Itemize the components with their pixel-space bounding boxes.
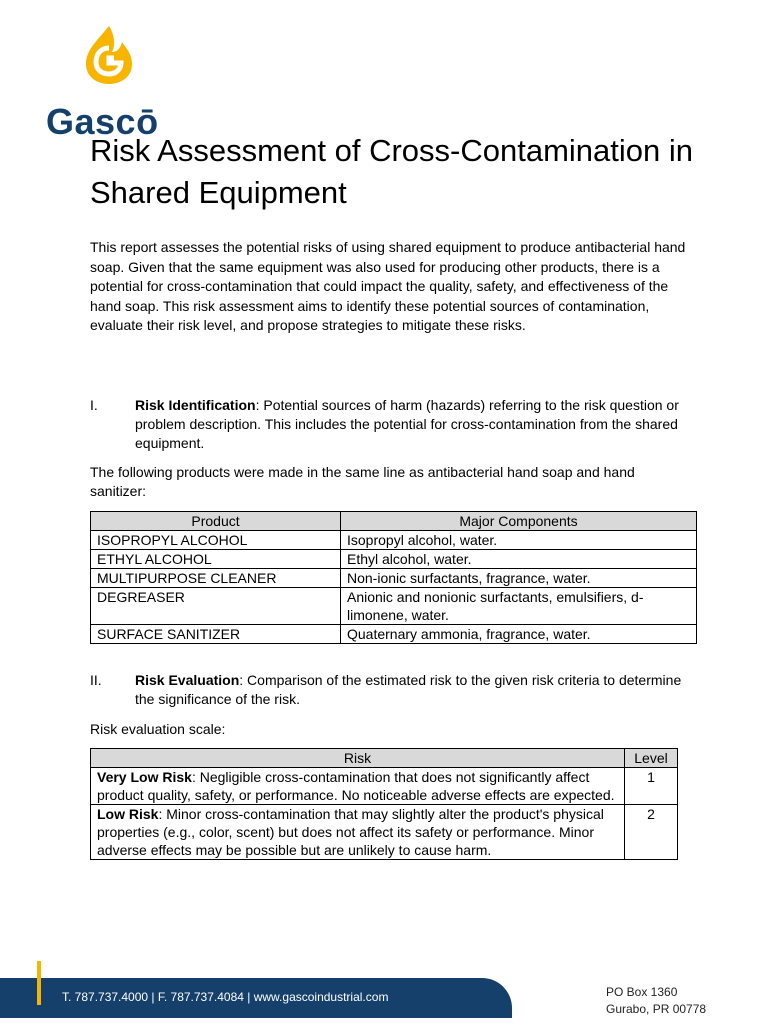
section-heading: Risk Identification <box>135 397 256 413</box>
risk-cell <box>91 805 625 860</box>
risk-cell <box>91 768 625 805</box>
section-heading: Risk Evaluation <box>135 672 240 688</box>
column-header: Risk <box>91 749 625 768</box>
address-line: PO Box 1360 <box>606 985 678 999</box>
components-cell: Anionic and nonionic surfactants, emulsifiers, d-limonene, water. <box>341 588 697 625</box>
product-cell: MULTIPURPOSE CLEANER <box>91 569 341 588</box>
table-row <box>91 768 678 805</box>
intro-paragraph: This report assesses the potential risks of using shared equipment to produce antibacterial hand soap. Given that the same equipment was also used for producing other products, there is a potential for cross-contamination that could impact the quality, safety, and effectiveness of the hand soap. This risk assessment aims to identify these potential sources of contamination, evaluate their risk level, and propose strategies to mitigate these risks. <box>90 239 686 333</box>
table-header-row <box>91 512 697 531</box>
section-number: I. <box>90 397 98 413</box>
risk-name: Low Risk <box>97 806 159 822</box>
products-intro: The following products were made in the same line as antibacterial hand soap and hand sanitizer: <box>90 464 635 499</box>
level-cell: 1 <box>625 768 678 805</box>
table-row <box>91 625 697 644</box>
company-logo-text: Gascō <box>46 101 159 142</box>
section-risk-evaluation <box>90 671 690 709</box>
product-cell: DEGREASER <box>91 588 341 625</box>
company-logo <box>46 24 172 142</box>
risk-description: : Negligible cross-contamination that does not significantly affect product quality, safety, or performance. No noticeable adverse effects are expected. <box>97 769 615 803</box>
products-table <box>90 511 697 644</box>
section-number: II. <box>90 672 102 688</box>
table-row <box>91 588 697 625</box>
level-cell: 2 <box>625 805 678 860</box>
table-header-row <box>91 749 678 768</box>
product-cell: ETHYL ALCOHOL <box>91 550 341 569</box>
risk-scale-table <box>90 748 678 860</box>
footer-accent-line <box>37 961 41 1005</box>
components-cell: Isopropyl alcohol, water. <box>341 531 697 550</box>
table-row <box>91 550 697 569</box>
table-row <box>91 531 697 550</box>
flame-logo-icon <box>78 24 140 86</box>
risk-name: Very Low Risk <box>97 769 192 785</box>
section-text: : Potential sources of harm (hazards) referring to the risk question or problem description. This includes the potential for cross-contamination from the shared equipment. <box>135 397 679 451</box>
column-header: Major Components <box>341 512 697 531</box>
scale-intro: Risk evaluation scale: <box>90 721 226 737</box>
risk-description: : Minor cross-contamination that may slightly alter the product's physical properties (e.g., color, scent) but does not affect its safety or performance. Minor adverse effects may be possible but are unlikely to cause harm. <box>97 806 604 858</box>
components-cell: Non-ionic surfactants, fragrance, water. <box>341 569 697 588</box>
column-header: Product <box>91 512 341 531</box>
components-cell: Quaternary ammonia, fragrance, water. <box>341 625 697 644</box>
components-cell: Ethyl alcohol, water. <box>341 550 697 569</box>
table-row <box>91 569 697 588</box>
product-cell: SURFACE SANITIZER <box>91 625 341 644</box>
footer-contact: T. 787.737.4000 | F. 787.737.4084 | www.gascoindustrial.com <box>62 990 389 1004</box>
product-cell: ISOPROPYL ALCOHOL <box>91 531 341 550</box>
page-title: Risk Assessment of Cross-Contamination in Shared Equipment <box>90 133 694 210</box>
section-risk-identification <box>90 396 690 453</box>
column-header: Level <box>625 749 678 768</box>
footer-address <box>606 984 706 1018</box>
table-row <box>91 805 678 860</box>
section-text: : Comparison of the estimated risk to the given risk criteria to determine the significance of the risk. <box>135 672 682 707</box>
address-line: Gurabo, PR 00778 <box>606 1002 707 1016</box>
